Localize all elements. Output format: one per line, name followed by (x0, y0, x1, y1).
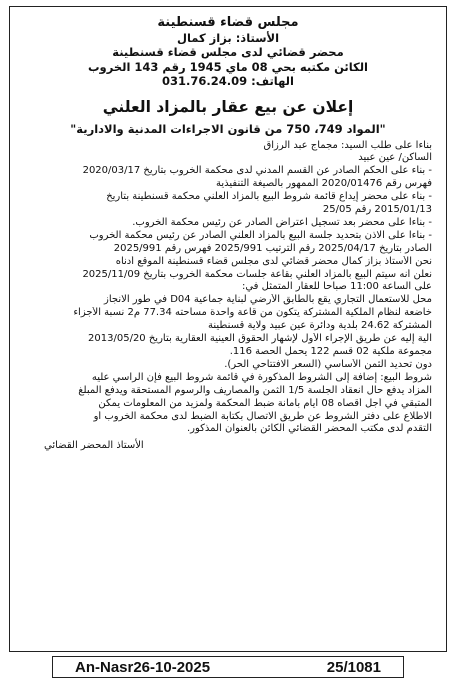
body-line: 2015/01/13 رقم 25/05 (322, 204, 432, 216)
body-line: المتبقي في أجل أقصاه 08 أيام بأمانة ضبط المحكمة ولمزيد من المعلومات يمكن (98, 397, 432, 409)
body-line: - بناءا على الاذن بتحديد جلسة البيع بالمزاد العلني الصادر عن رئيس محكمة الخروب (89, 229, 432, 241)
signature-line: الأستاذ المحضر القضائي (44, 440, 144, 452)
announcement-title: إعلان عن بيع عقار بالمزاد العلني (102, 97, 354, 116)
body-line: - بناء على محضر إيداع قائمة شروط البيع بالمزاد العلني محكمة قسنطينة بتاريخ (106, 191, 432, 203)
body-line: شروط البيع: إضافة إلى الشروط المذكورة في قائمة شروط البيع فإن الراسي عليه (91, 371, 432, 383)
court-name: مجلس قضاء قسنطينة (157, 15, 299, 30)
body-line: المشتركة 24.62 بلدية ودائرة عين عبيد ولاية قسنطينة (207, 320, 432, 332)
body-line: الساكن/ عين عبيد (358, 152, 432, 164)
body-line: التقدم لدى مكتب المحضر القضائي الكائن بالعنوان المذكور. (187, 423, 432, 435)
announcement-content (24, 16, 432, 451)
body-line: مجموعة ملكية 02 قسم 122 يحمل الحصة 116. (229, 346, 432, 357)
bailiff-title: محضر قضائي لدى مجلس قضاء قسنطينة (112, 45, 344, 59)
bailiff-address: الكائن مكتبه بحي 08 ماي 1945 رقم 143 الخروب (87, 59, 368, 74)
body-line: - بناءا على محضر بعد تسجيل اعتراض الصادر عن رئيس محكمة الخروب. (132, 216, 432, 228)
body-line: فهرس رقم 2020/01476 الممهور بالصيغة التنفيذية (215, 178, 432, 190)
body-line: آلية إليه عن طريق الإجراء الأول لإشهار الحقوق العينية العقارية بتاريخ 2013/05/20 (88, 333, 432, 345)
bailiff-header (24, 16, 432, 89)
body-line: الاطلاع على دفتر الشروط عن طريق الاتصال بكتابة الضبط لدى محكمة الخروب أو (93, 410, 432, 422)
body-line: نعلن أنه سيتم البيع بالمزاد العلني بقاعة جلسات محكمة الخروب بتاريخ 2025/11/09 (82, 268, 432, 280)
announcement-body (24, 140, 432, 437)
publication-date: An-Nasr26-10-2025 (75, 658, 211, 676)
body-line: محل للاستعمال التجاري يقع بالطابق الأرضي لبناية جماعية D04 في طور الانجاز (104, 294, 432, 306)
body-line: على الساعة 11:00 صباحا للعقار المتمثل في: (241, 281, 432, 293)
body-line: المزاد يدفع حال انعقاد الجلسة 1/5 الثمن والمصاريف والرسوم المستحقة ويدفع المبلغ (78, 384, 432, 396)
publication-reference: 25/1081 (326, 658, 381, 676)
body-line: دون تحديد الثمن الأساسي (السعر الافتتاحي الحر). (224, 358, 432, 370)
legal-articles-subtitle: "المواد 749، 750 من قانون الاجراءات المدنية والادارية" (70, 121, 386, 136)
announcement-frame (9, 6, 447, 652)
bailiff-phone: الهاتف: 031.76.24.09 (162, 74, 294, 88)
publication-footer (52, 656, 404, 678)
body-line: خاضعة لنظام الملكية المشتركة يتكون من قاعة واحدة مساحته 77.34 م2 نسبة الأجزاء (73, 307, 432, 319)
body-line: بناءا على طلب السيد: مجماج عبد الرزاق (263, 139, 432, 151)
body-line: - بناء على الحكم الصادر عن القسم المدني لدى محكمة الخروب بتاريخ 2020/03/17 (82, 165, 432, 177)
body-line: الصادر بتاريخ 2025/04/17 رقم الترتيب 2025/991 فهرس رقم 2025/991 (113, 242, 432, 254)
body-line: نحن الأستاذ بزاز كمال محضر قضائي لدى مجلس قضاء قسنطينة الموقع أدناه (115, 255, 432, 267)
bailiff-name: الأستاذ: بزاز كمال (176, 30, 280, 45)
